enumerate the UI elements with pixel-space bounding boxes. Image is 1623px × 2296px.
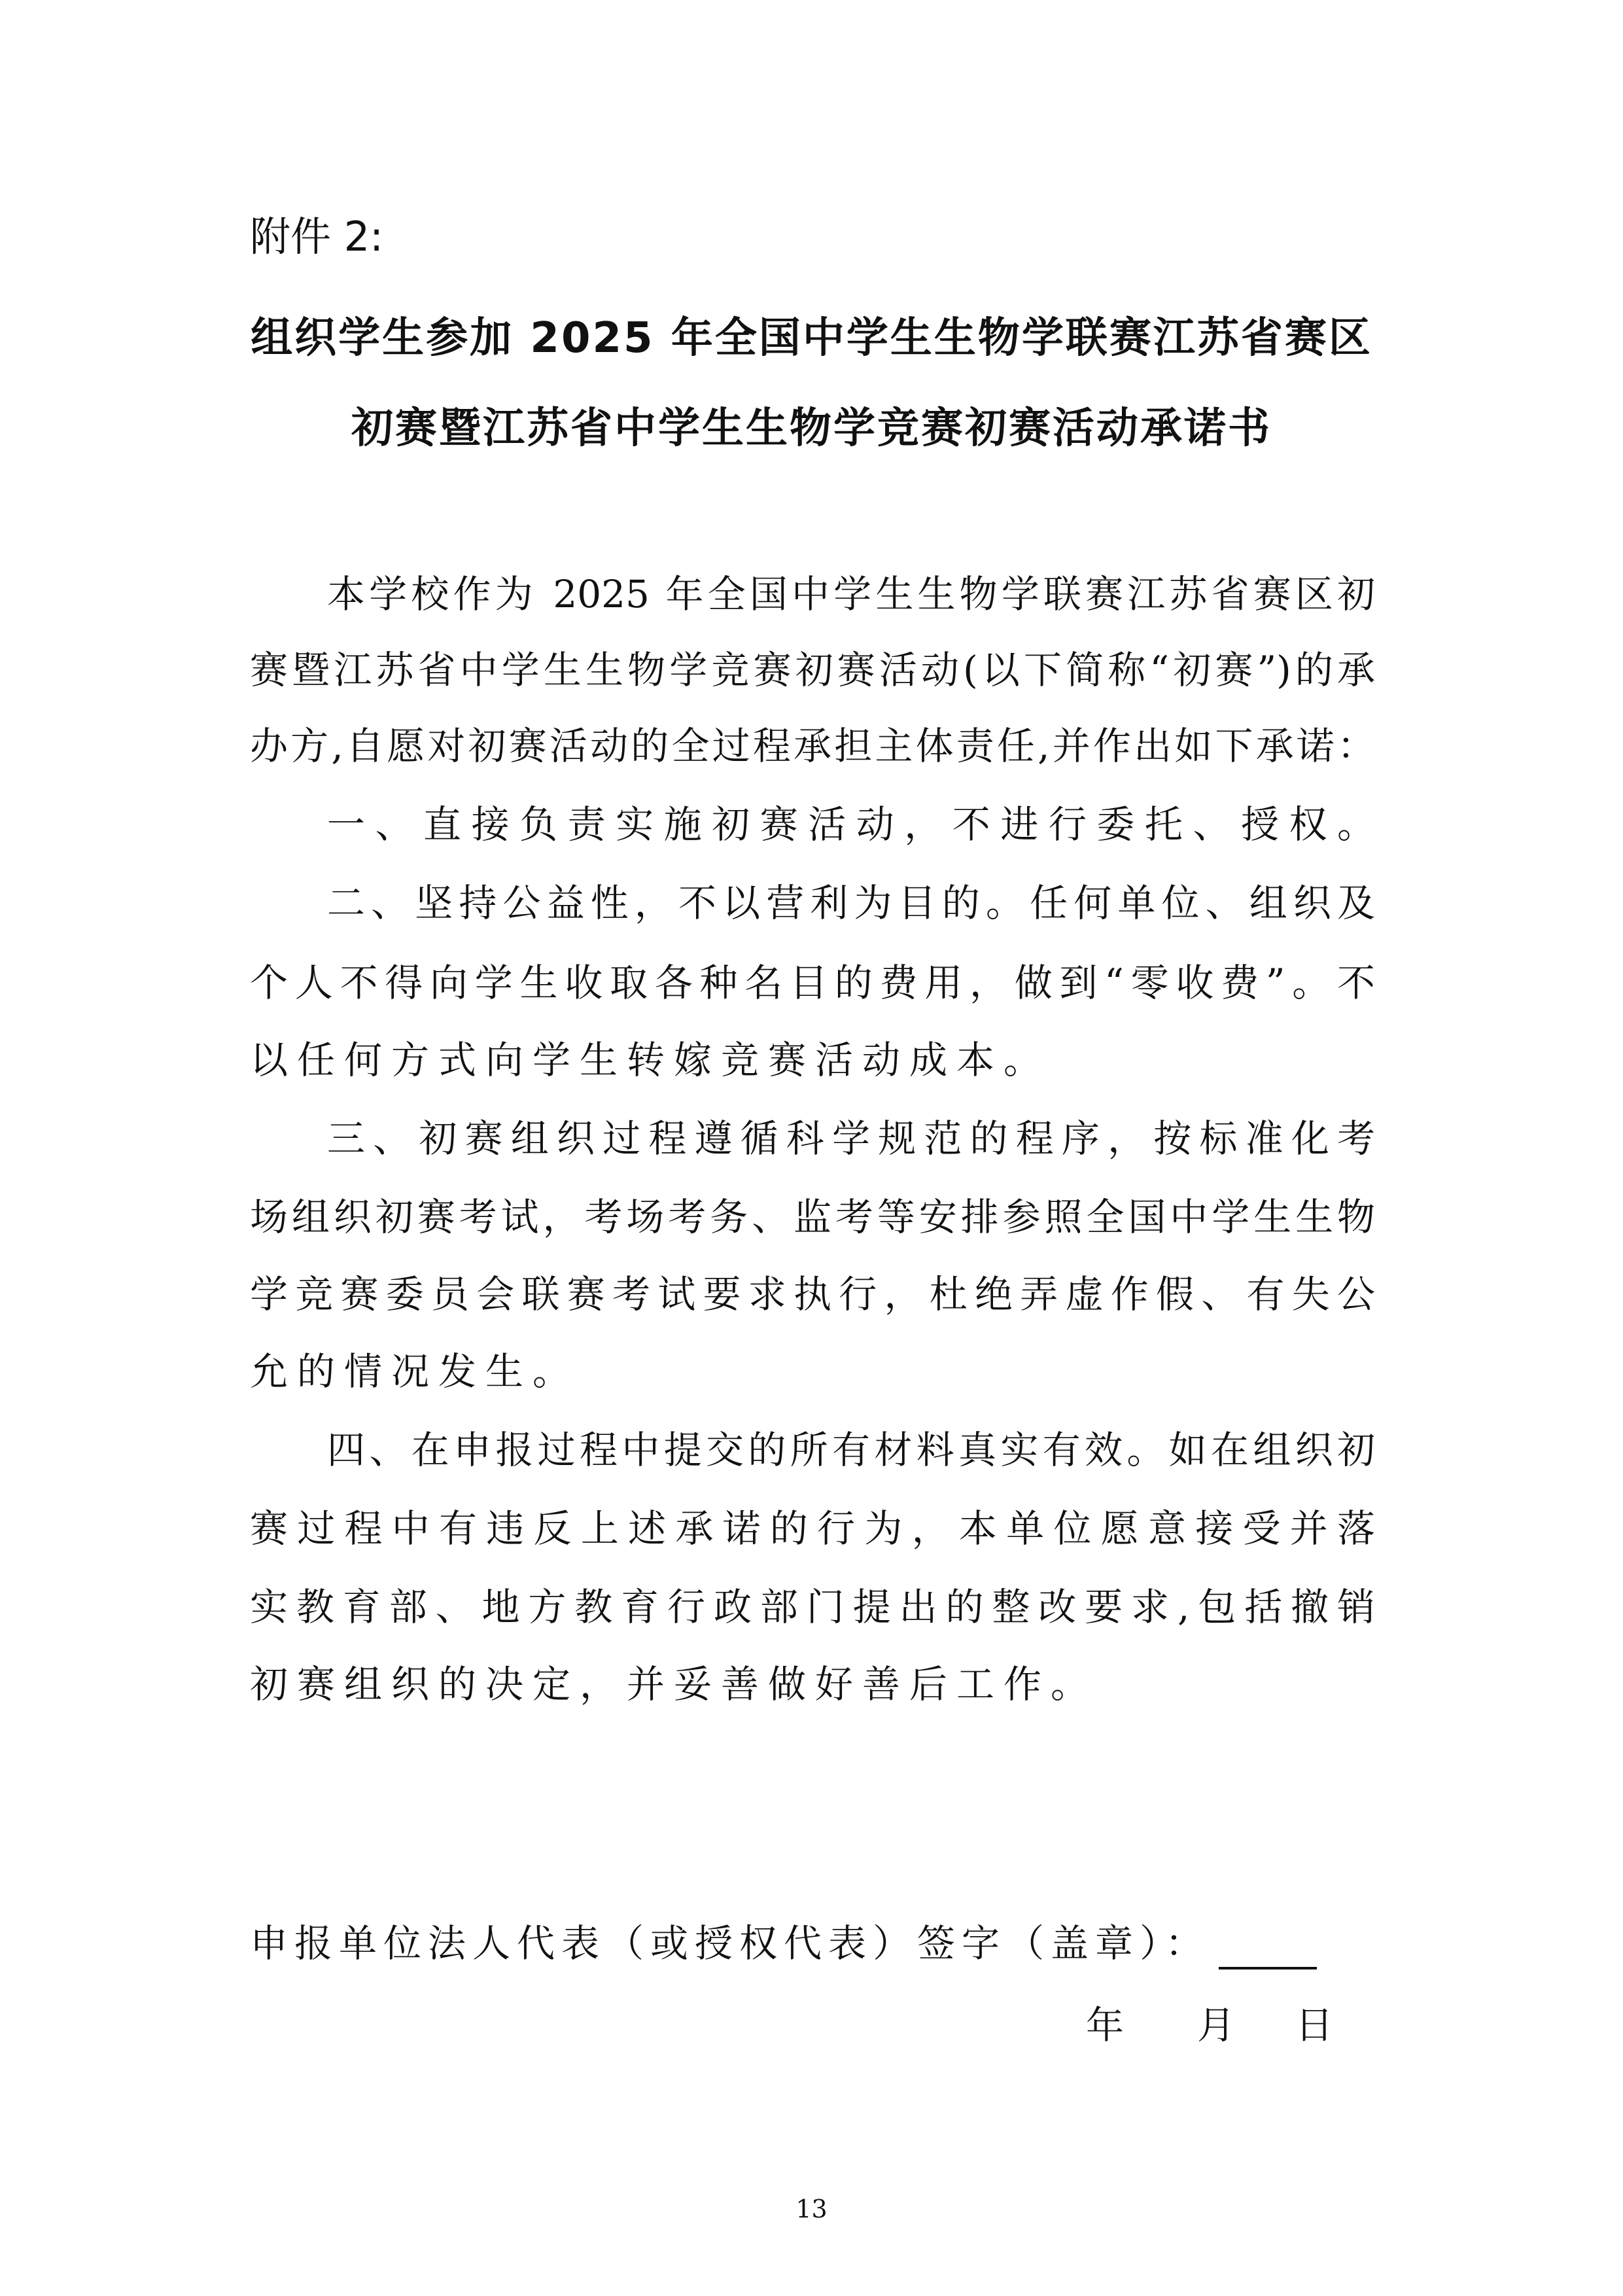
- commitment-item-4: 四、在申报过程中提交的所有材料真实有效。如在组织初: [327, 1428, 1375, 1472]
- body-line: 赛暨江苏省中学生生物学竞赛初赛活动(以下简称“初赛”)的承: [250, 648, 1375, 692]
- body-line: 办方,自愿对初赛活动的全过程承担主体责任,并作出如下承诺：: [250, 724, 1375, 768]
- commitment-item-3: 三、初赛组织过程遵循科学规范的程序，按标准化考: [327, 1116, 1375, 1161]
- signature-label: 申报单位法人代表（或授权代表）签字（盖章）：: [250, 1921, 1210, 1966]
- signature-row: [250, 1917, 1375, 1969]
- commitment-item-1: 一、直接负责实施初赛活动，不进行委托、授权。: [327, 802, 1375, 847]
- signature-blank-line: [1219, 1928, 1317, 1969]
- date-row: [1086, 1999, 1374, 2051]
- document-title-line-1: 组织学生参加 2025 年全国中学生生物学联赛江苏省赛区: [251, 314, 1372, 362]
- body-line: 场组织初赛考试，考场考务、监考等安排参照全国中学生生物: [250, 1195, 1375, 1239]
- body-line: 个人不得向学生收取各种名目的费用，做到“零收费”。不: [250, 961, 1375, 1005]
- body-line: 学竞赛委员会联赛考试要求执行，杜绝弄虚作假、有失公: [250, 1272, 1375, 1316]
- date-year: 年: [1086, 2003, 1125, 2047]
- body-line: 初赛组织的决定，并妥善做好善后工作。: [250, 1662, 1098, 1706]
- attachment-label: 附件 2:: [250, 213, 384, 260]
- body-line: 以任何方式向学生转嫁竞赛活动成本。: [250, 1038, 1051, 1082]
- body-line: 本学校作为 2025 年全国中学生生物学联赛江苏省赛区初: [327, 572, 1375, 616]
- date-month: 月: [1197, 2003, 1236, 2047]
- body-line: 赛过程中有违反上述承诺的行为，本单位愿意接受并落: [250, 1506, 1375, 1551]
- page-number: 13: [795, 2195, 828, 2223]
- document-title-line-2: 初赛暨江苏省中学生生物学竞赛初赛活动承诺书: [351, 404, 1272, 453]
- body-line: 允的情况发生。: [250, 1349, 580, 1394]
- body-line: 实教育部、地方教育行政部门提出的整改要求,包括撤销: [250, 1585, 1375, 1629]
- commitment-item-2: 二、坚持公益性，不以营利为目的。任何单位、组织及: [327, 881, 1375, 925]
- date-day: 日: [1295, 2003, 1334, 2047]
